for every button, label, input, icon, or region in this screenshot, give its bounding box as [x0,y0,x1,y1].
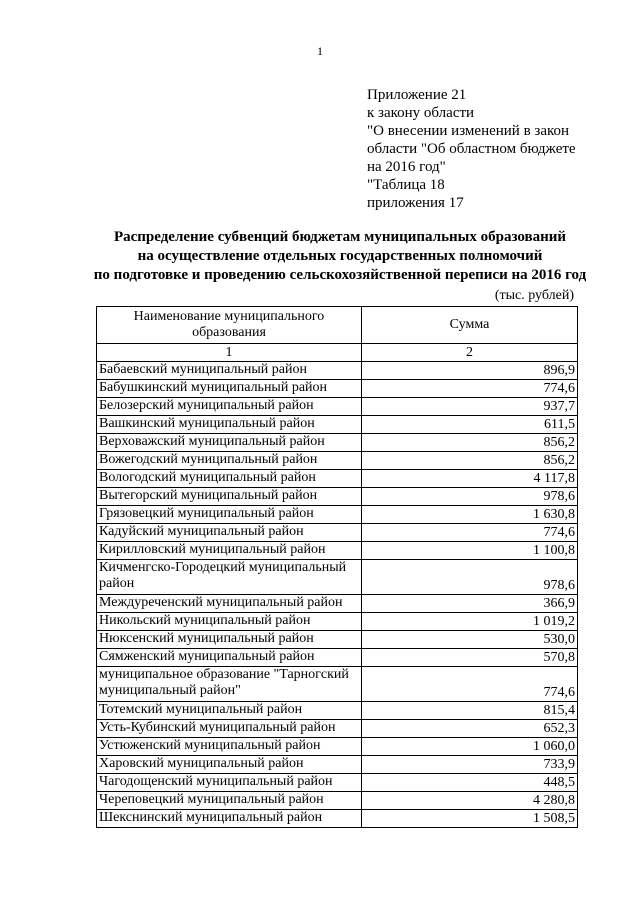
table-row [97,452,578,470]
municipality-name: Шекснинский муниципальный район [97,810,362,828]
municipality-name: Верховажский муниципальный район [97,434,362,452]
table-row [97,792,578,810]
units-label: (тыс. рублей) [494,288,574,303]
appendix-line: на 2016 год" [367,159,446,175]
municipality-name: Вашкинский муниципальный район [97,416,362,434]
municipality-name: Грязовецкий муниципальный район [97,506,362,524]
table-row [97,470,578,488]
municipality-name: Бабаевский муниципальный район [97,362,362,380]
column-number-row [97,344,578,362]
municipality-name: Тотемский муниципальный район [97,702,362,720]
table-row [97,774,578,792]
title-line: на осуществление отдельных государственных полномочий [137,248,543,264]
appendix-line: области "Об областном бюджете [367,141,576,157]
subsidy-amount: 1 100,8 [362,542,578,560]
table-row [97,702,578,720]
appendix-line: Приложение 21 [367,87,467,103]
table-row [97,613,578,631]
column-number: 2 [362,344,578,362]
municipality-name: Бабушкинский муниципальный район [97,380,362,398]
municipality-name: Сямженский муниципальный район [97,649,362,667]
appendix-line: "О внесении изменений в закон [367,123,570,139]
subsidy-amount: 366,9 [362,595,578,613]
municipality-name: Белозерский муниципальный район [97,398,362,416]
table-row [97,542,578,560]
table-body [97,362,578,828]
subsidy-amount: 448,5 [362,774,578,792]
subsidy-amount: 937,7 [362,398,578,416]
column-number: 1 [97,344,362,362]
subsidy-amount: 1 630,8 [362,506,578,524]
subsidy-amount: 570,8 [362,649,578,667]
subsidy-amount: 978,6 [362,560,578,595]
subsidy-amount: 1 508,5 [362,810,578,828]
table-row [97,720,578,738]
subsidy-amount: 815,4 [362,702,578,720]
municipality-name: Кичменгско-Городецкий муниципальный район [97,560,362,595]
column-header-name: Наименование муниципального образования [97,307,362,344]
table-row [97,524,578,542]
municipality-name: Усть-Кубинский муниципальный район [97,720,362,738]
subsidy-amount: 4 117,8 [362,470,578,488]
table-row [97,595,578,613]
table-row [97,362,578,380]
appendix-line: приложения 17 [367,195,464,211]
table-row [97,667,578,702]
table-row [97,560,578,595]
table-row [97,416,578,434]
subsidy-amount: 652,3 [362,720,578,738]
subsidy-amount: 4 280,8 [362,792,578,810]
table-row [97,810,578,828]
page-number: 1 [317,44,323,58]
table-row [97,756,578,774]
table-row [97,488,578,506]
subsidy-amount: 774,6 [362,380,578,398]
title-line: Распределение субвенций бюджетам муниципальных образований [113,229,567,245]
title-line: по подготовке и проведению сельскохозяйственной переписи на 2016 год [93,267,587,283]
appendix-line: "Таблица 18 [367,177,445,193]
municipality-name: Вологодский муниципальный район [97,470,362,488]
municipality-name: Кадуйский муниципальный район [97,524,362,542]
municipality-name: Кирилловский муниципальный район [97,542,362,560]
subsidy-amount: 978,6 [362,488,578,506]
subsidy-amount: 856,2 [362,434,578,452]
table-row [97,506,578,524]
column-header-sum: Сумма [362,307,578,344]
municipality-name: муниципальное образование "Тарногский муниципальный район" [97,667,362,702]
subsidy-amount: 530,0 [362,631,578,649]
table-row [97,398,578,416]
table-row [97,434,578,452]
municipality-name: Междуреченский муниципальный район [97,595,362,613]
table-row [97,380,578,398]
subsidy-amount: 1 019,2 [362,613,578,631]
municipality-name: Чагодощенский муниципальный район [97,774,362,792]
appendix-note [367,86,576,212]
appendix-line: к закону области [367,105,475,121]
municipality-name: Устюженский муниципальный район [97,738,362,756]
municipality-name: Никольский муниципальный район [97,613,362,631]
municipality-name: Харовский муниципальный район [97,756,362,774]
table-row [97,631,578,649]
document-title [80,228,600,285]
subsidy-amount: 774,6 [362,667,578,702]
subsidy-amount: 856,2 [362,452,578,470]
subsidy-amount: 896,9 [362,362,578,380]
subsidy-amount: 611,5 [362,416,578,434]
municipality-name: Череповецкий муниципальный район [97,792,362,810]
municipality-name: Вытегорский муниципальный район [97,488,362,506]
table-header-row [97,307,578,344]
table-row [97,649,578,667]
table-row [97,738,578,756]
subsidy-amount: 733,9 [362,756,578,774]
subsidy-amount: 1 060,0 [362,738,578,756]
subsidy-amount: 774,6 [362,524,578,542]
municipality-name: Вожегодский муниципальный район [97,452,362,470]
subsidy-table [96,306,578,828]
municipality-name: Нюксенский муниципальный район [97,631,362,649]
